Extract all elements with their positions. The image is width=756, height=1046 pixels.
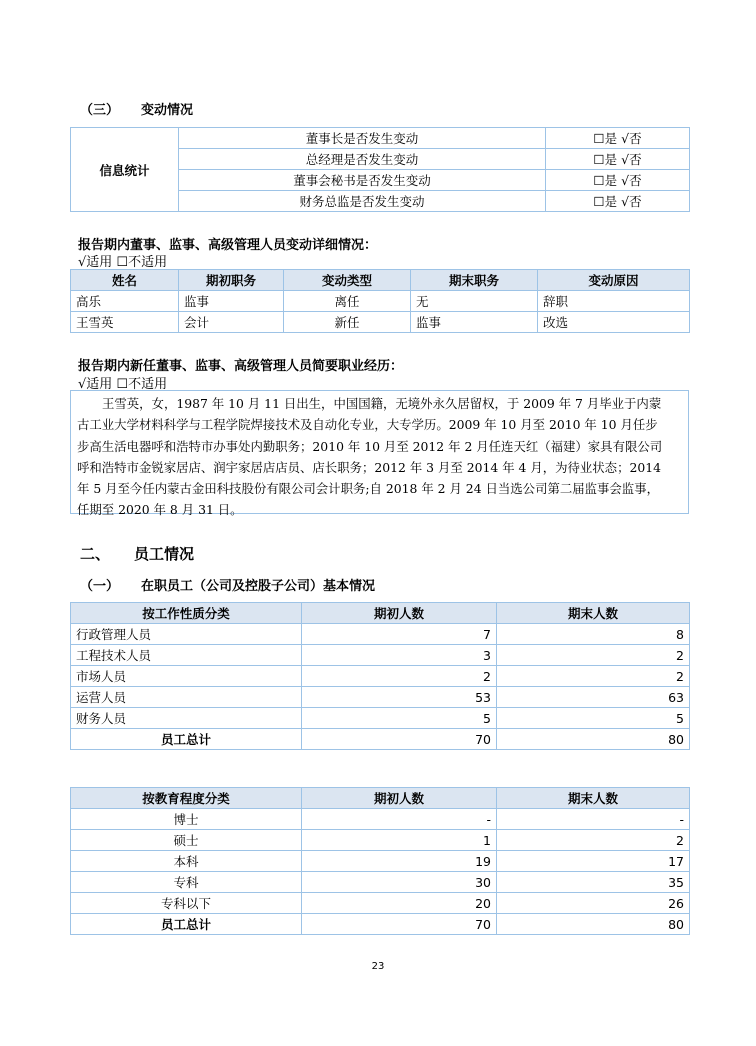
changes-applicable: √适用 ☐不适用 [78,255,168,270]
info-question: 董事会秘书是否发生变动 [179,170,546,191]
cell-final-count: 35 [497,872,690,893]
table-row [71,830,690,851]
col-header: 姓名 [71,270,179,291]
cell-initial-role: 监事 [179,291,284,312]
table-row [71,291,690,312]
table-row [71,872,690,893]
cell-category: 行政管理人员 [71,624,302,645]
cell-initial-count: 1 [302,830,497,851]
bio-heading: 报告期内新任董事、监事、高级管理人员简要职业经历： [78,359,404,374]
cell-reason: 辞职 [538,291,690,312]
cell-total-final: 80 [497,729,690,750]
cell-change-type: 新任 [284,312,411,333]
cell-final-count: - [497,809,690,830]
table-row [71,893,690,914]
info-question: 总经理是否发生变动 [179,149,546,170]
education-table [70,787,690,935]
table-row [71,645,690,666]
col-header: 期末职务 [411,270,538,291]
section-3-title: 变动情况 [141,103,194,118]
cell-initial-count: 3 [302,645,497,666]
cell-final-count: 5 [497,708,690,729]
cell-final-count: 2 [497,666,690,687]
subsection-1-heading [80,575,375,594]
cell-initial-role: 会计 [179,312,284,333]
subsection-1-number: （一） [80,579,120,594]
cell-name: 高乐 [71,291,179,312]
cell-initial-count: 30 [302,872,497,893]
bio-line: 古工业大学材料科学与工程学院焊接技术及自动化专业，大专学历。2009 年 10 月至 2010 年 10 月任步 [77,417,658,433]
cell-final-count: 8 [497,624,690,645]
col-header: 按工作性质分类 [71,603,302,624]
cell-initial-count: 20 [302,893,497,914]
col-header: 变动类型 [284,270,411,291]
table-row [71,809,690,830]
section-2-title: 员工情况 [134,545,195,563]
cell-final-count: 2 [497,645,690,666]
col-header: 期末人数 [497,603,690,624]
cell-final-count: 63 [497,687,690,708]
table-row [71,624,690,645]
cell-category: 专科以下 [71,893,302,914]
cell-final-role: 监事 [411,312,538,333]
cell-total-initial: 70 [302,914,497,935]
section-2-heading [80,543,194,564]
bio-line: 呼和浩特市金锐家居店、润宇家居店店员、店长职务；2012 年 3 月至 2014 年 4 月，为待业状态；2014 [77,459,661,475]
info-answer: ☐是 √否 [546,149,690,170]
table-row [71,851,690,872]
cell-initial-count: 53 [302,687,497,708]
bio-line: 任期至 2020 年 8 月 31 日。 [77,502,243,518]
subsection-1-title: 在职员工（公司及控股子公司）基本情况 [141,579,376,594]
cell-reason: 改选 [538,312,690,333]
cell-initial-count: 5 [302,708,497,729]
cell-final-count: 26 [497,893,690,914]
section-2-number: 二、 [80,545,111,563]
changes-table [70,269,690,333]
cell-category: 运营人员 [71,687,302,708]
cell-total-final: 80 [497,914,690,935]
cell-total-initial: 70 [302,729,497,750]
cell-initial-count: 2 [302,666,497,687]
total-row [71,914,690,935]
cell-initial-count: 7 [302,624,497,645]
cell-final-count: 2 [497,830,690,851]
cell-category: 工程技术人员 [71,645,302,666]
info-stat-table [70,127,690,212]
page-number: 23 [371,961,385,972]
info-answer: ☐是 √否 [546,170,690,191]
table-row [71,708,690,729]
cell-final-role: 无 [411,291,538,312]
col-header: 期初人数 [302,788,497,809]
cell-initial-count: - [302,809,497,830]
cell-category: 本科 [71,851,302,872]
work-nature-table [70,602,690,750]
col-header: 变动原因 [538,270,690,291]
cell-change-type: 离任 [284,291,411,312]
cell-category: 博士 [71,809,302,830]
info-answer: ☐是 √否 [546,128,690,149]
table-row [71,312,690,333]
cell-name: 王雪英 [71,312,179,333]
bio-paragraph [70,390,689,518]
cell-total-label: 员工总计 [71,729,302,750]
cell-category: 财务人员 [71,708,302,729]
bio-line: 王雪英，女，1987 年 10 月 11 日出生，中国国籍，无境外永久居留权，于 2009 年 7 月毕业于内蒙 [102,396,662,411]
info-question: 财务总监是否发生变动 [179,191,546,212]
cell-category: 市场人员 [71,666,302,687]
cell-category: 专科 [71,872,302,893]
col-header: 按教育程度分类 [71,788,302,809]
cell-final-count: 17 [497,851,690,872]
col-header: 期末人数 [497,788,690,809]
cell-initial-count: 19 [302,851,497,872]
cell-category: 硕士 [71,830,302,851]
col-header: 期初人数 [302,603,497,624]
section-3-number: （三） [80,103,120,118]
info-stat-label: 信息统计 [71,128,179,212]
info-question: 董事长是否发生变动 [179,128,546,149]
bio-line: 步高生活电器呼和浩特市办事处内勤职务；2010 年 10 月至 2012 年 2 月任连天红（福建）家具有限公司 [77,438,663,454]
changes-heading: 报告期内董事、监事、高级管理人员变动详细情况： [78,238,378,253]
table-row [71,687,690,708]
bio-line: 年 5 月至今任内蒙古金田科技股份有限公司会计职务;自 2018 年 2 月 24 日当选公司第二届监事会监事， [77,481,659,497]
table-row [71,666,690,687]
info-answer: ☐是 √否 [546,191,690,212]
total-row [71,729,690,750]
bio-applicable: √适用 ☐不适用 [78,377,168,392]
cell-total-label: 员工总计 [71,914,302,935]
col-header: 期初职务 [179,270,284,291]
section-3-heading [80,99,193,118]
